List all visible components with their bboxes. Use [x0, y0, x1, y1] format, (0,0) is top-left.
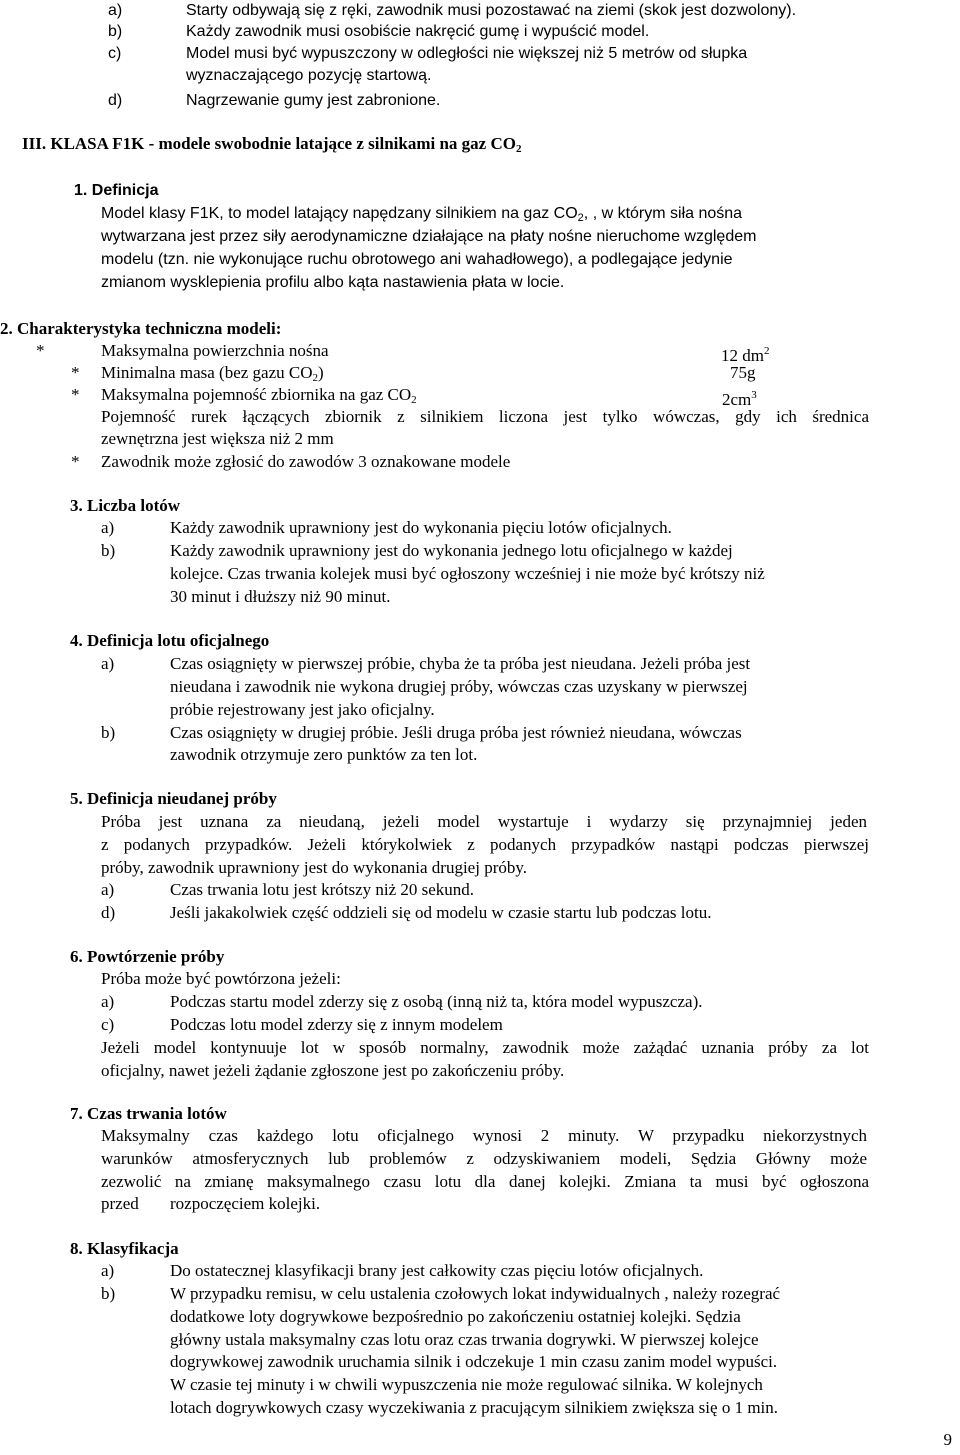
- bullet: *: [71, 452, 80, 471]
- paragraph-line: Podczas startu model zderzy się z osobą (inną niż ta, która model wypuszcza).: [170, 992, 703, 1011]
- paragraph-line: Czas osiągnięty w pierwszej próbie, chyba że ta próba jest nieudana. Jeżeli próba jest: [170, 654, 751, 673]
- list-marker: a): [108, 2, 123, 19]
- section-title: 8. Klasyfikacja: [70, 1239, 179, 1258]
- paragraph-line: wytwarzana jest przez siły aerodynamiczne działające na płaty nośne nieruchome względem: [101, 228, 757, 245]
- paragraph-line: Model klasy F1K, to model latający napędzany silnikiem na gaz $CO_2$, , w którym siła nośna: [101, 205, 743, 224]
- bullet: *: [71, 385, 80, 404]
- spec-label: Minimalna masa (bez gazu $CO_2$): [101, 363, 324, 384]
- paragraph-line: W przypadku remisu, w celu ustalenia czołowych lokat indywidualnych , należy rozegrać: [170, 1284, 781, 1303]
- paragraph-line: Jeżeli model kontynuuje lot w sposób normalny, zawodnik może zażądać uznania próby za lot: [101, 1038, 869, 1057]
- list-marker: d): [101, 903, 116, 922]
- paragraph-line: Każdy zawodnik uprawniony jest do wykonania jednego lotu oficjalnego w każdej: [170, 541, 733, 560]
- list-marker: a): [101, 1261, 115, 1280]
- paragraph-line: Jeśli jakakolwiek część oddzieli się od modelu w czasie startu lub podczas lotu.: [170, 903, 712, 922]
- paragraph-line: lotach dogrywkowych czasy wyczekiwania z pracującym silnikiem zwiększa się o 1 min.: [170, 1398, 779, 1417]
- spec-value: 75g: [730, 363, 756, 382]
- list-marker: c): [108, 45, 122, 62]
- paragraph-line: W czasie tej minuty i w chwili wypuszczenia nie może regulować silnika. W kolejnych: [170, 1375, 763, 1394]
- list-item-text: Każdy zawodnik musi osobiście nakręcić gumę i wypuścić model.: [186, 23, 650, 40]
- section-title: 5. Definicja nieudanej próby: [70, 789, 277, 808]
- list-item-text: Model musi być wypuszczony w odległości nie większej niż 5 metrów od słupka: [186, 45, 748, 62]
- paragraph-line: Pojemność rurek łączących zbiornik z silnikiem liczona jest tylko wówczas, gdy ich średnica: [101, 407, 869, 426]
- list-marker: a): [101, 992, 115, 1011]
- list-marker: d): [108, 92, 123, 109]
- list-item-text: Starty odbywają się z ręki, zawodnik musi pozostawać na ziemi (skok jest dozwolony).: [186, 2, 797, 19]
- paragraph-line: rozpoczęciem kolejki.: [170, 1194, 321, 1213]
- section-title: 3. Liczba lotów: [70, 496, 181, 515]
- paragraph-line: kolejce. Czas trwania kolejek musi być ogłoszony wcześniej i nie może być krótszy niż: [170, 564, 765, 583]
- paragraph-line: zezwolić na zmianę maksymalnego czasu lotu dla danej kolejki. Zmiana ta musi być ogłoszona: [101, 1172, 869, 1191]
- paragraph-line: próby, zawodnik uprawniony jest do wykonania drugiej próby.: [101, 858, 528, 877]
- section-title: 1. Definicja: [74, 182, 159, 199]
- paragraph-line: dogrywkowej zawodnik uruchamia silnik i odczekuje 1 min czasu zanim model wypuści.: [170, 1352, 778, 1371]
- document-page: a) Starty odbywają się z ręki, zawodnik musi pozostawać na ziemi (skok jest dozwolony). b) Każdy zawodnik musi osobiście nakręcić gumę i wypuścić model. c) Model musi być wypuszczony w odległości nie większej niż 5 metrów od słupka wyznaczającego pozycję startową. d) Nagrzewanie gumy jest zabronione. III. KLASA F1K - modele swobodnie latające z silnikami na gaz $CO_2$ 1. Definicja Model klasy F1K, to model latający napędzany silnikiem na gaz $CO_2$, , w którym siła nośna wytwarzana jest przez siły aerodynamiczne działające na płaty nośne nieruchome względem modelu (tzn. nie wykonujące ruchu obrotowego ani wahadłowego), a podlegające jedynie zmianom wysklepienia profilu albo kąta nastawienia płata w locie. 2. Charakterystyka techniczna modeli: * Maksymalna powierzchnia nośna 12 $dm^2$ * Minimalna masa (bez gazu $CO_2$) 75g * Maksymalna pojemność zbiornika na gaz $CO_2$ $2cm^3$ Pojemność rurek łączących zbiornik z silnikiem liczona jest tylko wówczas, gdy ich średnica zewnętrzna jest większa niż 2 mm * Zawodnik może zgłosić do zawodów 3 oznakowane modele 3. Liczba lotów a) Każdy zawodnik uprawniony jest do wykonania pięciu lotów oficjalnych. b) Każdy zawodnik uprawniony jest do wykonania jednego lotu oficjalnego w każdej kolejce. Czas trwania kolejek musi być ogłoszony wcześniej i nie może być krótszy niż 30 minut i dłuższy niż 90 minut. 4. Definicja lotu oficjalnego a) Czas osiągnięty w pierwszej próbie, chyba że ta próba jest nieudana. Jeżeli próba jest nieudana i zawodnik nie wykona drugiej próby, wówczas czas uzyskany w pierwszej próbie rejestrowany jest jako oficjalny. b) Czas osiągnięty w drugiej próbie. Jeśli druga próba jest również nieudana, wówczas zawodnik otrzymuje zero punktów za ten lot. 5. Definicja nieudanej próby Próba jest uznana za nieudaną, jeżeli model wystartuje i wydarzy się przynajmniej jeden z podanych przypadków. Jeżeli którykolwiek z podanych przypadków nastąpi podczas pierwszej próby, zawodnik uprawniony jest do wykonania drugiej próby. a) Czas trwania lotu jest krótszy niż 20 sekund. d) Jeśli jakakolwiek część oddzieli się od modelu w czasie startu lub podczas lotu. 6. Powtórzenie próby Próba może być powtórzona jeżeli: a) Podczas startu model zderzy się z osobą (inną niż ta, która model wypuszcza). c) Podczas lotu model zderzy się z innym modelem Jeżeli model kontynuuje lot w sposób normalny, zawodnik może zażądać uznania próby za lot oficjalny, nawet jeżeli żądanie zgłoszone jest po zakończeniu próby. 7. Czas trwania lotów Maksymalny czas każdego lotu oficjalnego wynosi 2 minuty. W przypadku niekorzystnych warunków atmosferycznych lub problemów z odzyskiwaniem modeli, Sędzia Główny może zezwolić na zmianę maksymalnego czasu lotu dla danej kolejki. Zmiana ta musi być ogłoszona przed rozpoczęciem kolejki. 8. Klasyfikacja a) Do ostatecznej klasyfikacji brany jest całkowity czas pięciu lotów oficjalnych. b) W przypadku remisu, w celu ustalenia czołowych lokat indywidualnych , należy rozegrać dodatkowe loty dogrywkowe bezpośrednio po zakończeniu ostatniej kolejki. Sędzia główny ustala maksymalny czas lotu oraz czas trwania dogrywki. W pierwszej kolejce dogrywkowej zawodnik uruchamia silnik i odczekuje 1 min czasu zanim model wypuści. W czasie tej minuty i w chwili wypuszczenia nie może regulować silnika. W kolejnych lotach dogrywkowych czasy wyczekiwania z pracującym silnikiem zwiększa się o 1 min. 9: [0, 2, 952, 1449]
- paragraph-line: przed: [101, 1194, 139, 1213]
- paragraph-line: dodatkowe loty dogrywkowe bezpośrednio po zakończeniu ostatniej kolejki. Sędzia: [170, 1307, 741, 1326]
- list-marker: b): [101, 541, 116, 560]
- paragraph-line: Czas osiągnięty w drugiej próbie. Jeśli druga próba jest również nieudana, wówczas: [170, 723, 742, 742]
- list-marker: a): [101, 518, 115, 537]
- page-number: 9: [943, 1430, 952, 1449]
- list-item-text: wyznaczającego pozycję startową.: [186, 67, 432, 84]
- list-marker: a): [101, 880, 115, 899]
- paragraph-line: Maksymalny czas każdego lotu oficjalnego wynosi 2 minuty. W przypadku niekorzystnych: [101, 1126, 867, 1145]
- spec-label: Maksymalna powierzchnia nośna: [101, 341, 329, 360]
- paragraph-line: Czas trwania lotu jest krótszy niż 20 sekund.: [170, 880, 475, 899]
- paragraph-line: 30 minut i dłuższy niż 90 minut.: [170, 587, 391, 606]
- list-marker: b): [101, 723, 116, 742]
- list-marker: c): [101, 1015, 115, 1034]
- section-title: 7. Czas trwania lotów: [70, 1104, 227, 1123]
- paragraph-line: Próba jest uznana za nieudaną, jeżeli model wystartuje i wydarzy się przynajmniej jeden: [101, 812, 867, 831]
- section-title: 4. Definicja lotu oficjalnego: [70, 631, 270, 650]
- paragraph-line: główny ustala maksymalny czas lotu oraz czas trwania dogrywki. W pierwszej kolejce: [170, 1330, 759, 1349]
- spec-value: $2cm^3$: [722, 389, 757, 409]
- paragraph-line: Do ostatecznej klasyfikacji brany jest całkowity czas pięciu lotów oficjalnych.: [170, 1261, 704, 1280]
- list-marker: a): [101, 654, 115, 673]
- spec-label: Maksymalna pojemność zbiornika na gaz $CO_2$: [101, 385, 417, 406]
- paragraph-line: Każdy zawodnik uprawniony jest do wykonania pięciu lotów oficjalnych.: [170, 518, 672, 537]
- paragraph-line: zewnętrzna jest większa niż 2 mm: [101, 429, 334, 448]
- bullet: *: [71, 363, 80, 382]
- paragraph-line: Podczas lotu model zderzy się z innym modelem: [170, 1015, 503, 1034]
- list-marker: b): [101, 1284, 116, 1303]
- list-marker: b): [108, 23, 123, 40]
- paragraph-line: modelu (tzn. nie wykonujące ruchu obrotowego ani wahadłowego), a podlegające jedynie: [101, 251, 733, 268]
- spec-label: Zawodnik może zgłosić do zawodów 3 oznakowane modele: [101, 452, 511, 471]
- paragraph-line: próbie rejestrowany jest jako oficjalny.: [170, 700, 435, 719]
- paragraph-line: Próba może być powtórzona jeżeli:: [101, 969, 341, 988]
- paragraph-line: oficjalny, nawet jeżeli żądanie zgłoszone jest po zakończeniu próby.: [101, 1061, 565, 1080]
- section-heading: III. KLASA F1K - modele swobodnie latające z silnikami na gaz $CO_2$: [22, 134, 522, 155]
- paragraph-line: nieudana i zawodnik nie wykona drugiej próby, wówczas czas uzyskany w pierwszej: [170, 677, 748, 696]
- section-title: 6. Powtórzenie próby: [70, 947, 225, 966]
- paragraph-line: zmianom wysklepienia profilu albo kąta nastawienia płata w locie.: [101, 274, 565, 291]
- paragraph-line: z podanych przypadków. Jeżeli którykolwiek z podanych przypadków nastąpi podczas pierwszej: [101, 835, 869, 854]
- bullet: *: [36, 341, 45, 360]
- paragraph-line: zawodnik otrzymuje zero punktów za ten lot.: [170, 745, 478, 764]
- spec-value: 12 $dm^2$: [721, 345, 770, 365]
- list-item-text: Nagrzewanie gumy jest zabronione.: [186, 92, 441, 109]
- paragraph-line: warunków atmosferycznych lub problemów z odzyskiwaniem modeli, Sędzia Główny może: [101, 1149, 867, 1168]
